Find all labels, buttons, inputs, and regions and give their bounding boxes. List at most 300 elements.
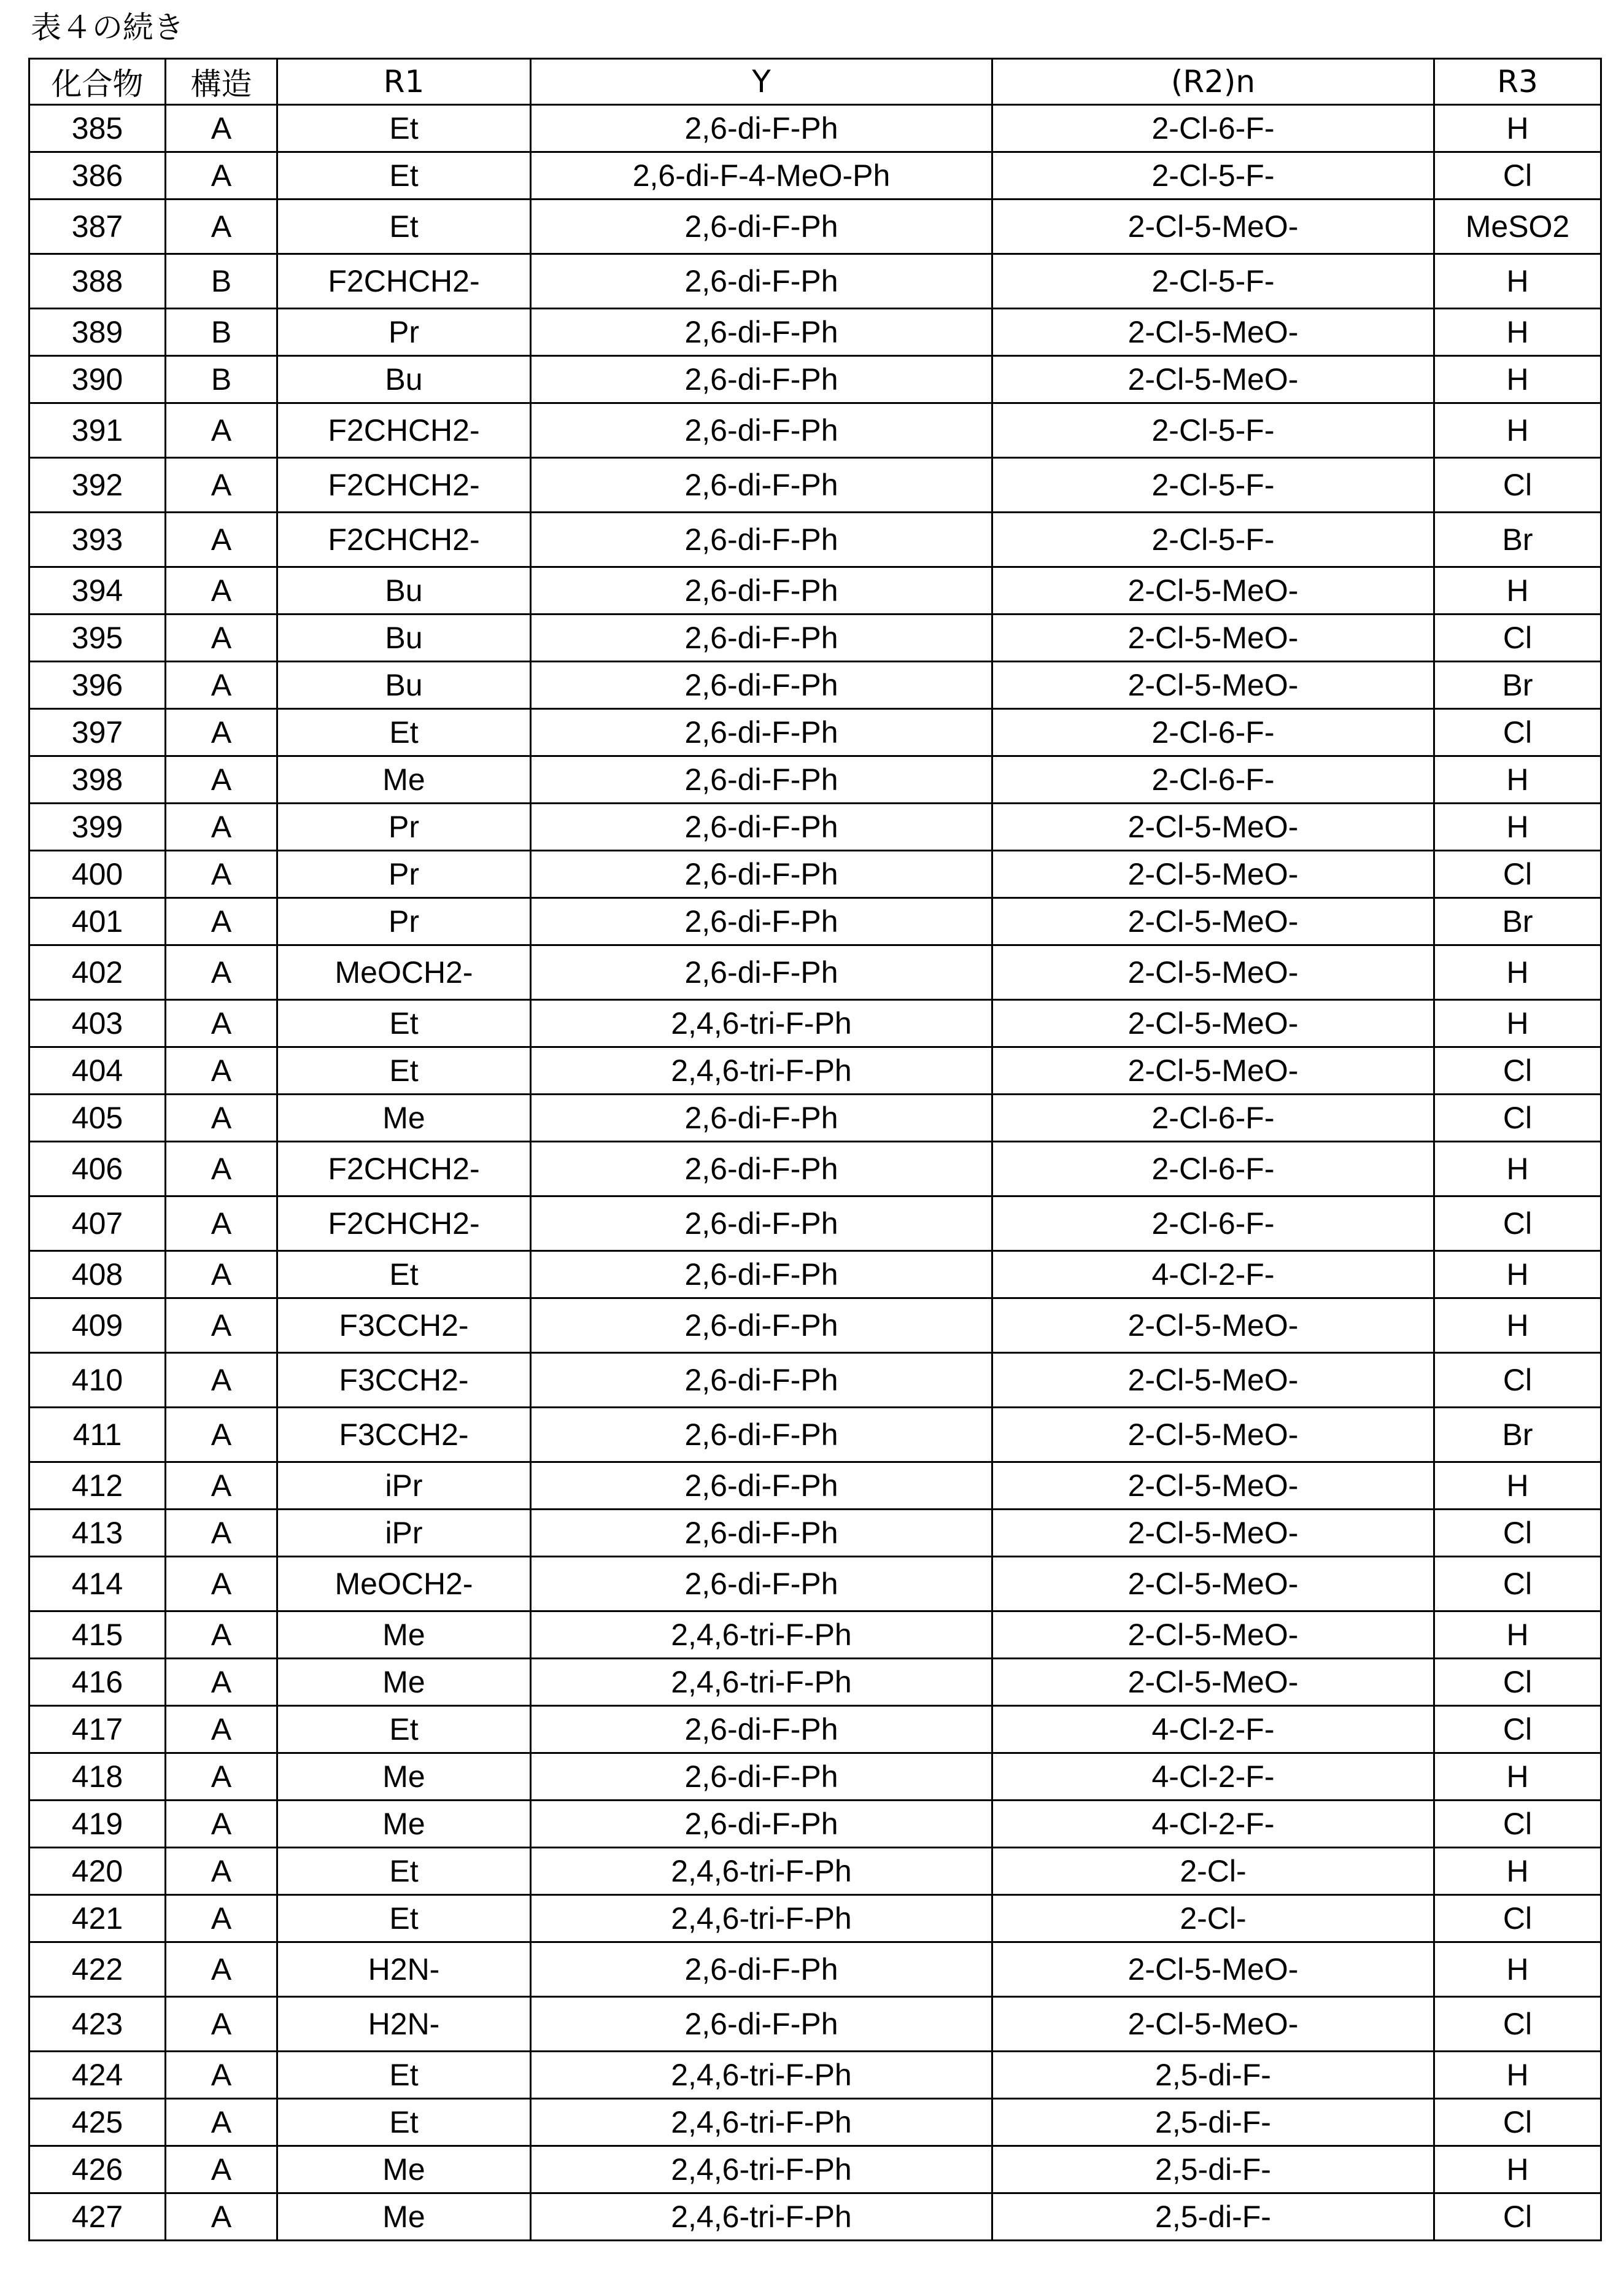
r1-cell: Et <box>277 1848 531 1895</box>
compound-number-cell: 387 <box>29 200 166 254</box>
table-row <box>29 1997 1601 2052</box>
structure-cell: A <box>166 458 277 513</box>
structure-cell: A <box>166 1408 277 1462</box>
table-row <box>29 1298 1601 1353</box>
table-row <box>29 309 1601 356</box>
r1-cell: F3CCH2- <box>277 1298 531 1353</box>
r2n-cell: 4-Cl-2-F- <box>992 1801 1434 1848</box>
y-cell: 2,4,6-tri-F-Ph <box>531 2193 992 2241</box>
r1-cell: Et <box>277 2052 531 2099</box>
table-row <box>29 200 1601 254</box>
header-r1: R1 <box>277 59 531 105</box>
r2n-cell: 2-Cl-5-MeO- <box>992 356 1434 403</box>
table-row <box>29 1095 1601 1142</box>
r2n-cell: 2-Cl-5-MeO- <box>992 898 1434 945</box>
structure-cell: A <box>166 1848 277 1895</box>
r1-cell: F2CHCH2- <box>277 254 531 309</box>
r1-cell: Me <box>277 2146 531 2193</box>
compound-number-cell: 425 <box>29 2099 166 2146</box>
r3-cell: Cl <box>1434 1510 1601 1557</box>
r3-cell: H <box>1434 403 1601 458</box>
r1-cell: Bu <box>277 662 531 709</box>
r1-cell: Et <box>277 105 531 152</box>
r3-cell: Cl <box>1434 1353 1601 1408</box>
structure-cell: A <box>166 1353 277 1408</box>
y-cell: 2,6-di-F-Ph <box>531 662 992 709</box>
structure-cell: A <box>166 1942 277 1997</box>
r3-cell: H <box>1434 1942 1601 1997</box>
r3-cell: H <box>1434 1848 1601 1895</box>
y-cell: 2,6-di-F-Ph <box>531 1462 992 1510</box>
y-cell: 2,6-di-F-Ph <box>531 615 992 662</box>
table-row <box>29 1706 1601 1753</box>
table-row <box>29 898 1601 945</box>
r2n-cell: 2-Cl-5-MeO- <box>992 1659 1434 1706</box>
structure-cell: A <box>166 1753 277 1801</box>
compound-number-cell: 407 <box>29 1196 166 1251</box>
r1-cell: F2CHCH2- <box>277 513 531 567</box>
r3-cell: Cl <box>1434 1557 1601 1611</box>
r1-cell: F3CCH2- <box>277 1408 531 1462</box>
r1-cell: F2CHCH2- <box>277 403 531 458</box>
compound-number-cell: 418 <box>29 1753 166 1801</box>
r2n-cell: 4-Cl-2-F- <box>992 1753 1434 1801</box>
table-row <box>29 458 1601 513</box>
r2n-cell: 4-Cl-2-F- <box>992 1251 1434 1298</box>
r1-cell: Et <box>277 1706 531 1753</box>
r3-cell: H <box>1434 1298 1601 1353</box>
compound-number-cell: 423 <box>29 1997 166 2052</box>
header-y: Y <box>531 59 992 105</box>
r2n-cell: 2-Cl-5-MeO- <box>992 1942 1434 1997</box>
compound-number-cell: 391 <box>29 403 166 458</box>
structure-cell: A <box>166 1251 277 1298</box>
structure-cell: A <box>166 567 277 615</box>
r1-cell: Et <box>277 200 531 254</box>
r3-cell: H <box>1434 2146 1601 2193</box>
y-cell: 2,6-di-F-Ph <box>531 804 992 851</box>
y-cell: 2,6-di-F-Ph <box>531 1706 992 1753</box>
r3-cell: Br <box>1434 662 1601 709</box>
table-caption: 表４の続き <box>31 6 184 49</box>
compound-number-cell: 415 <box>29 1611 166 1659</box>
y-cell: 2,6-di-F-Ph <box>531 458 992 513</box>
r1-cell: Et <box>277 1895 531 1942</box>
r1-cell: MeOCH2- <box>277 1557 531 1611</box>
r2n-cell: 2-Cl-5-MeO- <box>992 309 1434 356</box>
compound-number-cell: 419 <box>29 1801 166 1848</box>
structure-cell: A <box>166 756 277 804</box>
r3-cell: H <box>1434 1142 1601 1196</box>
table-row <box>29 2193 1601 2241</box>
header-r3: R3 <box>1434 59 1601 105</box>
compound-number-cell: 402 <box>29 945 166 1000</box>
structure-cell: A <box>166 2146 277 2193</box>
table-row <box>29 1047 1601 1095</box>
structure-cell: A <box>166 513 277 567</box>
header-r2n: (R2)n <box>992 59 1434 105</box>
compound-number-cell: 397 <box>29 709 166 756</box>
r2n-cell: 2-Cl-5-F- <box>992 254 1434 309</box>
r3-cell: H <box>1434 1611 1601 1659</box>
r3-cell: Cl <box>1434 2193 1601 2241</box>
r2n-cell: 2-Cl-5-F- <box>992 152 1434 200</box>
structure-cell: A <box>166 1000 277 1047</box>
table-row <box>29 1196 1601 1251</box>
r3-cell: Cl <box>1434 152 1601 200</box>
y-cell: 2,6-di-F-Ph <box>531 513 992 567</box>
r1-cell: Bu <box>277 567 531 615</box>
r3-cell: Cl <box>1434 458 1601 513</box>
r2n-cell: 2-Cl-5-MeO- <box>992 1997 1434 2052</box>
table-row <box>29 513 1601 567</box>
compound-number-cell: 406 <box>29 1142 166 1196</box>
r1-cell: F3CCH2- <box>277 1353 531 1408</box>
structure-cell: A <box>166 1196 277 1251</box>
structure-cell: A <box>166 851 277 898</box>
r3-cell: Cl <box>1434 851 1601 898</box>
y-cell: 2,4,6-tri-F-Ph <box>531 1659 992 1706</box>
structure-cell: A <box>166 945 277 1000</box>
r1-cell: Et <box>277 1251 531 1298</box>
r3-cell: H <box>1434 105 1601 152</box>
r3-cell: Br <box>1434 513 1601 567</box>
y-cell: 2,6-di-F-Ph <box>531 1997 992 2052</box>
compound-number-cell: 392 <box>29 458 166 513</box>
compound-number-cell: 416 <box>29 1659 166 1706</box>
compound-number-cell: 422 <box>29 1942 166 1997</box>
header-row <box>29 59 1601 105</box>
r2n-cell: 2-Cl-5-MeO- <box>992 615 1434 662</box>
structure-cell: A <box>166 200 277 254</box>
structure-cell: A <box>166 1611 277 1659</box>
compound-number-cell: 411 <box>29 1408 166 1462</box>
r2n-cell: 2-Cl-5-MeO- <box>992 567 1434 615</box>
structure-cell: A <box>166 1095 277 1142</box>
compound-number-cell: 390 <box>29 356 166 403</box>
structure-cell: A <box>166 105 277 152</box>
compound-number-cell: 401 <box>29 898 166 945</box>
r1-cell: F2CHCH2- <box>277 1196 531 1251</box>
structure-cell: B <box>166 356 277 403</box>
r1-cell: Bu <box>277 615 531 662</box>
r3-cell: H <box>1434 309 1601 356</box>
compound-number-cell: 408 <box>29 1251 166 1298</box>
table-row <box>29 105 1601 152</box>
r3-cell: Cl <box>1434 615 1601 662</box>
structure-cell: A <box>166 1801 277 1848</box>
r2n-cell: 2-Cl-6-F- <box>992 1095 1434 1142</box>
structure-cell: A <box>166 1298 277 1353</box>
compound-number-cell: 410 <box>29 1353 166 1408</box>
structure-cell: A <box>166 1142 277 1196</box>
table-row <box>29 1510 1601 1557</box>
y-cell: 2,4,6-tri-F-Ph <box>531 1047 992 1095</box>
r1-cell: Me <box>277 1659 531 1706</box>
y-cell: 2,4,6-tri-F-Ph <box>531 1000 992 1047</box>
structure-cell: A <box>166 662 277 709</box>
r3-cell: Cl <box>1434 1706 1601 1753</box>
y-cell: 2,6-di-F-Ph <box>531 1557 992 1611</box>
table-row <box>29 1659 1601 1706</box>
compound-number-cell: 420 <box>29 1848 166 1895</box>
structure-cell: A <box>166 2052 277 2099</box>
table-row <box>29 1000 1601 1047</box>
r2n-cell: 2-Cl-6-F- <box>992 1196 1434 1251</box>
r2n-cell: 2-Cl-5-MeO- <box>992 200 1434 254</box>
structure-cell: A <box>166 403 277 458</box>
r3-cell: Br <box>1434 898 1601 945</box>
compound-number-cell: 405 <box>29 1095 166 1142</box>
table-row <box>29 356 1601 403</box>
table-row <box>29 2099 1601 2146</box>
structure-cell: A <box>166 1895 277 1942</box>
r2n-cell: 2-Cl-5-MeO- <box>992 1557 1434 1611</box>
table-row <box>29 1611 1601 1659</box>
structure-cell: B <box>166 309 277 356</box>
table-row <box>29 1753 1601 1801</box>
r1-cell: Me <box>277 1753 531 1801</box>
r2n-cell: 4-Cl-2-F- <box>992 1706 1434 1753</box>
table-row <box>29 662 1601 709</box>
structure-cell: A <box>166 1047 277 1095</box>
r2n-cell: 2,5-di-F- <box>992 2146 1434 2193</box>
r3-cell: Cl <box>1434 2099 1601 2146</box>
compound-number-cell: 412 <box>29 1462 166 1510</box>
r3-cell: Cl <box>1434 1895 1601 1942</box>
r3-cell: Cl <box>1434 1095 1601 1142</box>
y-cell: 2,6-di-F-Ph <box>531 1753 992 1801</box>
table-row <box>29 851 1601 898</box>
r2n-cell: 2-Cl- <box>992 1895 1434 1942</box>
structure-cell: A <box>166 1659 277 1706</box>
y-cell: 2,4,6-tri-F-Ph <box>531 2052 992 2099</box>
structure-cell: A <box>166 615 277 662</box>
r1-cell: MeOCH2- <box>277 945 531 1000</box>
y-cell: 2,6-di-F-Ph <box>531 254 992 309</box>
table-row <box>29 1942 1601 1997</box>
table-row <box>29 756 1601 804</box>
r1-cell: F2CHCH2- <box>277 1142 531 1196</box>
r2n-cell: 2-Cl-5-MeO- <box>992 1510 1434 1557</box>
r2n-cell: 2-Cl-5-MeO- <box>992 1298 1434 1353</box>
structure-cell: A <box>166 709 277 756</box>
r1-cell: Pr <box>277 309 531 356</box>
y-cell: 2,6-di-F-Ph <box>531 309 992 356</box>
y-cell: 2,6-di-F-Ph <box>531 356 992 403</box>
r2n-cell: 2,5-di-F- <box>992 2052 1434 2099</box>
r2n-cell: 2-Cl-5-MeO- <box>992 1462 1434 1510</box>
table-row <box>29 1848 1601 1895</box>
table-row <box>29 2146 1601 2193</box>
table-row <box>29 804 1601 851</box>
r1-cell: Et <box>277 709 531 756</box>
table-row <box>29 2052 1601 2099</box>
r2n-cell: 2-Cl-5-F- <box>992 458 1434 513</box>
r2n-cell: 2-Cl-5-MeO- <box>992 804 1434 851</box>
y-cell: 2,6-di-F-Ph <box>531 756 992 804</box>
r2n-cell: 2,5-di-F- <box>992 2193 1434 2241</box>
table-row <box>29 403 1601 458</box>
compound-number-cell: 409 <box>29 1298 166 1353</box>
header-compound: 化合物 <box>29 59 166 105</box>
compound-number-cell: 388 <box>29 254 166 309</box>
r3-cell: H <box>1434 945 1601 1000</box>
compound-number-cell: 400 <box>29 851 166 898</box>
compound-number-cell: 414 <box>29 1557 166 1611</box>
compound-number-cell: 399 <box>29 804 166 851</box>
r3-cell: MeSO2 <box>1434 200 1601 254</box>
y-cell: 2,6-di-F-4-MeO-Ph <box>531 152 992 200</box>
y-cell: 2,6-di-F-Ph <box>531 1142 992 1196</box>
y-cell: 2,6-di-F-Ph <box>531 200 992 254</box>
compound-number-cell: 395 <box>29 615 166 662</box>
r1-cell: Pr <box>277 898 531 945</box>
y-cell: 2,6-di-F-Ph <box>531 1298 992 1353</box>
structure-cell: A <box>166 898 277 945</box>
y-cell: 2,4,6-tri-F-Ph <box>531 2099 992 2146</box>
r1-cell: Bu <box>277 356 531 403</box>
table-row <box>29 1251 1601 1298</box>
r1-cell: Me <box>277 1095 531 1142</box>
r3-cell: H <box>1434 804 1601 851</box>
compound-number-cell: 424 <box>29 2052 166 2099</box>
table-row <box>29 1142 1601 1196</box>
r2n-cell: 2-Cl-6-F- <box>992 756 1434 804</box>
compound-number-cell: 394 <box>29 567 166 615</box>
r1-cell: Me <box>277 1801 531 1848</box>
y-cell: 2,6-di-F-Ph <box>531 1408 992 1462</box>
r3-cell: Br <box>1434 1408 1601 1462</box>
r3-cell: H <box>1434 1251 1601 1298</box>
r1-cell: iPr <box>277 1510 531 1557</box>
table-row <box>29 1408 1601 1462</box>
r3-cell: H <box>1434 254 1601 309</box>
y-cell: 2,4,6-tri-F-Ph <box>531 1848 992 1895</box>
header-structure: 構造 <box>166 59 277 105</box>
r2n-cell: 2-Cl-5-MeO- <box>992 662 1434 709</box>
y-cell: 2,4,6-tri-F-Ph <box>531 1611 992 1659</box>
y-cell: 2,6-di-F-Ph <box>531 403 992 458</box>
r3-cell: H <box>1434 356 1601 403</box>
r1-cell: H2N- <box>277 1997 531 2052</box>
r3-cell: H <box>1434 1000 1601 1047</box>
r3-cell: Cl <box>1434 1047 1601 1095</box>
r1-cell: H2N- <box>277 1942 531 1997</box>
compound-number-cell: 398 <box>29 756 166 804</box>
r2n-cell: 2-Cl-5-MeO- <box>992 945 1434 1000</box>
y-cell: 2,6-di-F-Ph <box>531 105 992 152</box>
structure-cell: A <box>166 2099 277 2146</box>
r2n-cell: 2-Cl-5-MeO- <box>992 1353 1434 1408</box>
table-row <box>29 152 1601 200</box>
r2n-cell: 2,5-di-F- <box>992 2099 1434 2146</box>
r2n-cell: 2-Cl-5-MeO- <box>992 1408 1434 1462</box>
y-cell: 2,6-di-F-Ph <box>531 1251 992 1298</box>
table-row <box>29 945 1601 1000</box>
r3-cell: Cl <box>1434 709 1601 756</box>
table-row <box>29 709 1601 756</box>
r1-cell: Me <box>277 1611 531 1659</box>
table-row <box>29 1353 1601 1408</box>
r3-cell: Cl <box>1434 1997 1601 2052</box>
structure-cell: A <box>166 1557 277 1611</box>
table-row <box>29 567 1601 615</box>
r1-cell: Et <box>277 1000 531 1047</box>
y-cell: 2,6-di-F-Ph <box>531 851 992 898</box>
structure-cell: A <box>166 1706 277 1753</box>
table-row <box>29 254 1601 309</box>
compound-number-cell: 403 <box>29 1000 166 1047</box>
r2n-cell: 2-Cl- <box>992 1848 1434 1895</box>
r3-cell: H <box>1434 1462 1601 1510</box>
compound-number-cell: 386 <box>29 152 166 200</box>
r3-cell: H <box>1434 567 1601 615</box>
y-cell: 2,6-di-F-Ph <box>531 709 992 756</box>
y-cell: 2,4,6-tri-F-Ph <box>531 2146 992 2193</box>
structure-cell: B <box>166 254 277 309</box>
y-cell: 2,6-di-F-Ph <box>531 1942 992 1997</box>
r3-cell: H <box>1434 756 1601 804</box>
r2n-cell: 2-Cl-6-F- <box>992 709 1434 756</box>
compound-number-cell: 396 <box>29 662 166 709</box>
structure-cell: A <box>166 1462 277 1510</box>
table-row <box>29 1462 1601 1510</box>
r2n-cell: 2-Cl-6-F- <box>992 1142 1434 1196</box>
y-cell: 2,6-di-F-Ph <box>531 1196 992 1251</box>
r2n-cell: 2-Cl-5-MeO- <box>992 1611 1434 1659</box>
r2n-cell: 2-Cl-6-F- <box>992 105 1434 152</box>
compound-number-cell: 417 <box>29 1706 166 1753</box>
compound-number-cell: 421 <box>29 1895 166 1942</box>
r1-cell: Me <box>277 2193 531 2241</box>
structure-cell: A <box>166 2193 277 2241</box>
r1-cell: Et <box>277 152 531 200</box>
r1-cell: Et <box>277 2099 531 2146</box>
r2n-cell: 2-Cl-5-MeO- <box>992 1000 1434 1047</box>
compound-number-cell: 413 <box>29 1510 166 1557</box>
y-cell: 2,6-di-F-Ph <box>531 1095 992 1142</box>
compound-number-cell: 389 <box>29 309 166 356</box>
r1-cell: F2CHCH2- <box>277 458 531 513</box>
compound-number-cell: 393 <box>29 513 166 567</box>
structure-cell: A <box>166 1510 277 1557</box>
r2n-cell: 2-Cl-5-F- <box>992 403 1434 458</box>
y-cell: 2,6-di-F-Ph <box>531 1801 992 1848</box>
table-row <box>29 1895 1601 1942</box>
r1-cell: Me <box>277 756 531 804</box>
y-cell: 2,6-di-F-Ph <box>531 945 992 1000</box>
r1-cell: Pr <box>277 851 531 898</box>
r2n-cell: 2-Cl-5-MeO- <box>992 851 1434 898</box>
r1-cell: Et <box>277 1047 531 1095</box>
structure-cell: A <box>166 804 277 851</box>
y-cell: 2,4,6-tri-F-Ph <box>531 1895 992 1942</box>
r3-cell: Cl <box>1434 1196 1601 1251</box>
structure-cell: A <box>166 152 277 200</box>
r3-cell: Cl <box>1434 1659 1601 1706</box>
compound-number-cell: 426 <box>29 2146 166 2193</box>
y-cell: 2,6-di-F-Ph <box>531 567 992 615</box>
structure-cell: A <box>166 1997 277 2052</box>
table-row <box>29 1557 1601 1611</box>
y-cell: 2,6-di-F-Ph <box>531 1353 992 1408</box>
r1-cell: iPr <box>277 1462 531 1510</box>
r3-cell: Cl <box>1434 1801 1601 1848</box>
r1-cell: Pr <box>277 804 531 851</box>
y-cell: 2,6-di-F-Ph <box>531 898 992 945</box>
compound-table <box>28 58 1602 2241</box>
